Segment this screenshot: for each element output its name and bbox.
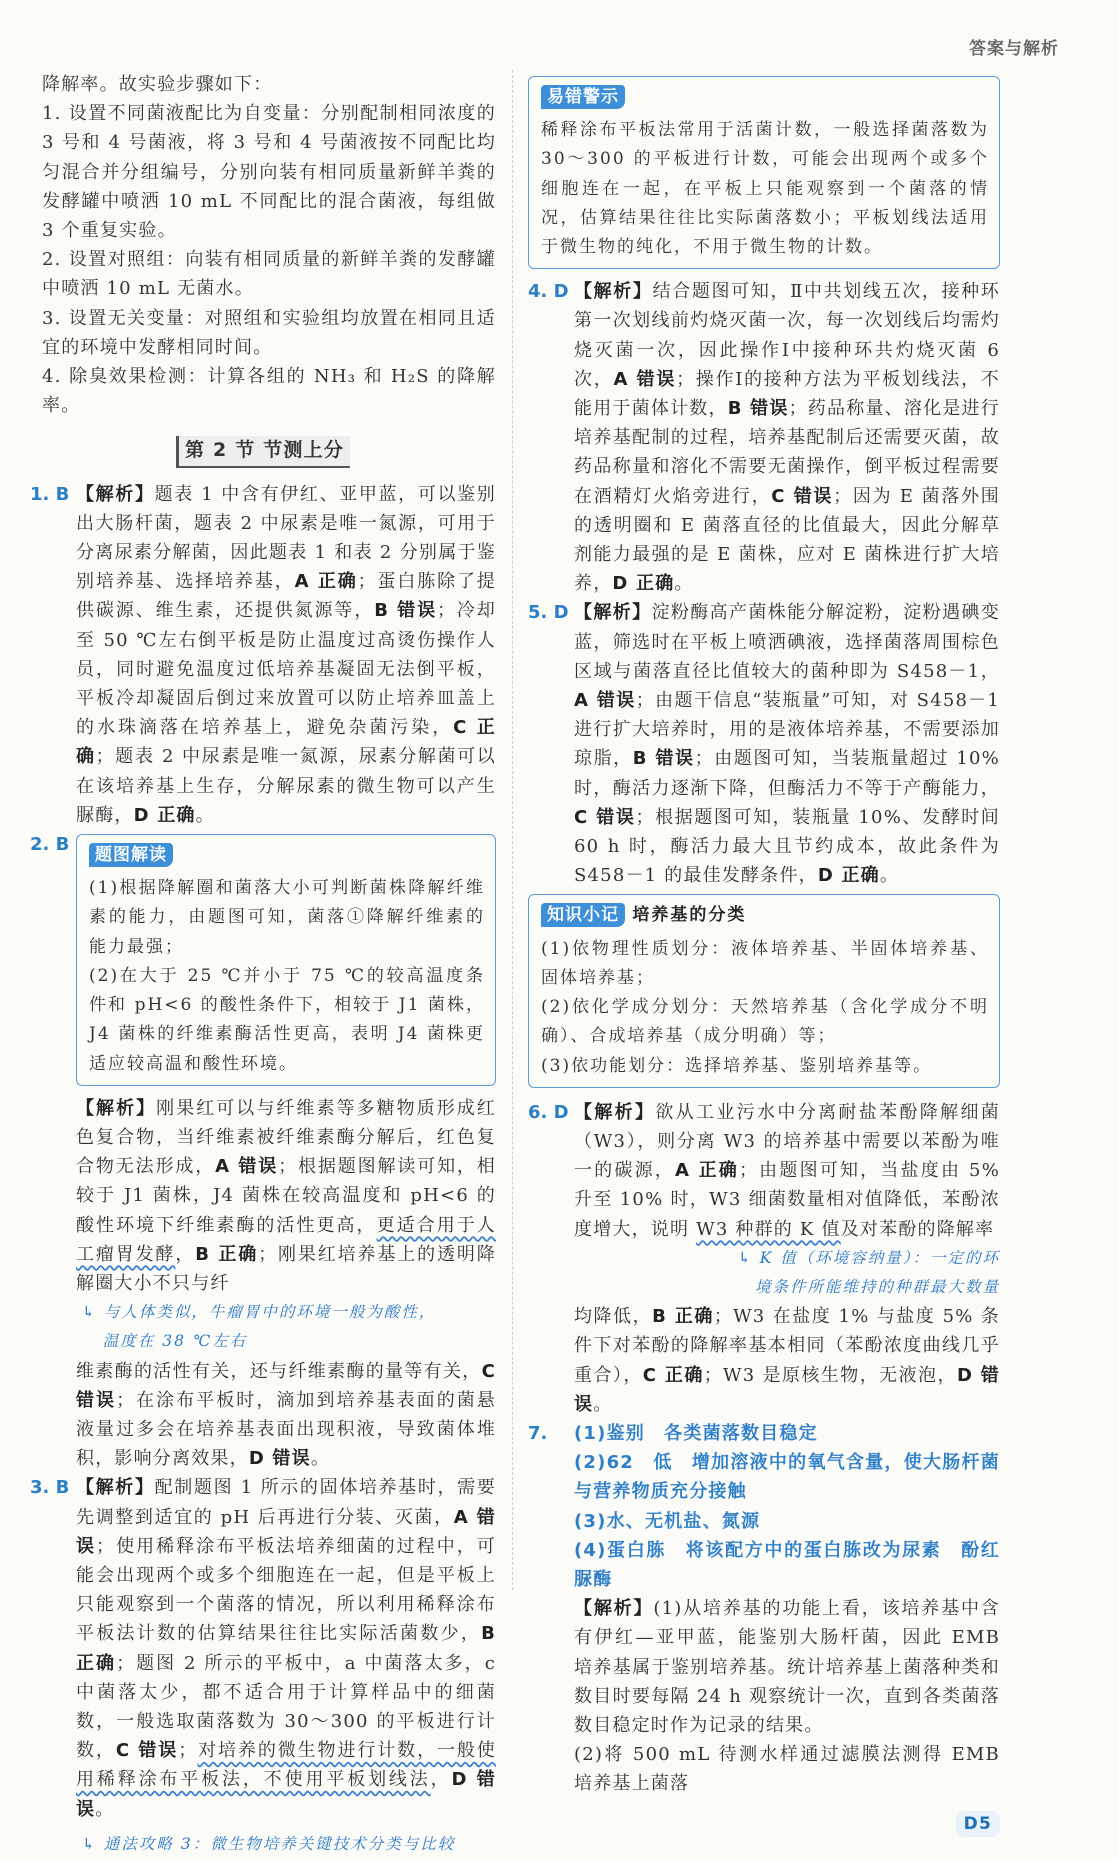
question-4 bbox=[528, 277, 1000, 598]
text-run: 。 bbox=[674, 573, 694, 595]
answer-text bbox=[574, 1302, 1000, 1419]
text-run: 3. 设置无关变量：对照组和实验组均放置在相同且适宜的环境中发酵相同时间。 bbox=[42, 307, 496, 358]
text-run: ；由题图可知，当装瓶量超过 10% 时，酶活力逐渐下降，但酶活力不等于产酶能力， bbox=[574, 748, 1000, 799]
note-line: 温度在 38 ℃左右 bbox=[102, 1332, 248, 1351]
text-run: 均降低， bbox=[574, 1306, 653, 1328]
question-2 bbox=[30, 830, 496, 1473]
note-line: K 值（环境容纳量）：一定的环 bbox=[759, 1248, 1000, 1267]
answer-text bbox=[76, 480, 496, 830]
text-run: 2. 设置对照组：向装有相同质量的新鲜羊粪的发酵罐中喷洒 10 mL 无菌水。 bbox=[42, 249, 496, 300]
text-run: ；根据题图可知，装瓶量 10%、发酵时间 60 h 时，酶活力最大且节约成本，故此条件为 S458－1 的最佳发酵条件， bbox=[574, 806, 1000, 887]
box-tag: 易错警示 bbox=[541, 85, 625, 109]
question-5 bbox=[528, 598, 1000, 890]
note-line: 通法攻略 3：微生物培养关键技术分类与比较 bbox=[103, 1834, 456, 1853]
text-run: 淀粉酶高产菌株能分解淀粉，淀粉遇碘变蓝，筛选时在平板上喷洒碘液，选择菌落周围棕色区域与菌落直径比值较大的菌种即为 S458－1， bbox=[574, 602, 1000, 682]
box-line: (1)依物理性质划分：液体培养基、半固体培养基、固体培养基； bbox=[541, 938, 989, 988]
step-paragraph bbox=[42, 70, 496, 99]
text-run: 。 bbox=[195, 804, 215, 826]
verdict-text: D 正确 bbox=[817, 865, 880, 887]
verdict-text: 【解析】 bbox=[574, 1598, 654, 1620]
note-line: 境条件所能维持的种群最大数量 bbox=[754, 1277, 1000, 1296]
box-tag: 题图解读 bbox=[89, 843, 173, 867]
verdict-text: A 正确 bbox=[294, 571, 358, 593]
underlined-text: 更适合用于人工瘤胃发酵 bbox=[76, 1214, 497, 1265]
column-divider bbox=[512, 70, 513, 1590]
underlined-text: W3 种群的 K 值 bbox=[696, 1218, 841, 1240]
experiment-steps bbox=[42, 70, 496, 420]
text-run: 维素酶的活性有关，还与纤维素酶的量等有关， bbox=[76, 1360, 482, 1382]
verdict-text: 【解析】 bbox=[76, 483, 155, 505]
step-paragraph bbox=[42, 304, 496, 362]
text-run: 。 bbox=[310, 1448, 331, 1470]
note-line: 与人体类似，牛瘤胃中的环境一般为酸性， bbox=[103, 1303, 437, 1322]
text-run: ；由题图可知，当盐度由 5% 升至 10% 时，W3 细菌数量相对值降低，苯酚浓度增大，说明 bbox=[574, 1160, 1001, 1240]
verdict-text: 【解析】 bbox=[574, 281, 653, 303]
verdict-text: A 错误 bbox=[574, 690, 636, 712]
verdict-text: A 错误 bbox=[215, 1156, 279, 1178]
answer-line: (3)水、无机盐、氮源 bbox=[574, 1510, 761, 1532]
text-run: ； bbox=[178, 1740, 198, 1762]
answer-text: (2)将 500 mL 待测水样通过滤膜法测得 EMB 培养基上菌落 bbox=[574, 1744, 1000, 1795]
box-title: 培养基的分类 bbox=[632, 905, 747, 926]
text-run: ；W3 是原核生物，无液泡， bbox=[703, 1364, 957, 1386]
verdict-text: C 正确 bbox=[76, 717, 497, 768]
warning-box bbox=[528, 76, 1000, 269]
text-run: 配制题图 1 所示的固体培养基时，需要先调整到适宜的 pH 后再进行分装、灭菌， bbox=[76, 1477, 496, 1528]
text-run: ；操作Ⅰ的接种方法为平板划线法，不能用于菌体计数， bbox=[574, 368, 1001, 420]
text-run: ；根据题图解读可知，相较于 J1 菌株，J4 菌株在较高温度和 pH<6 的酸性环境下纤维素酶的活性更高， bbox=[76, 1156, 497, 1236]
box-line: (2)依化学成分划分：天然培养基（含化学成分不明确）、合成培养基（成分明确）等； bbox=[541, 997, 989, 1047]
question-6 bbox=[528, 1098, 1000, 1419]
section-title: 第 2 节 节测上分 bbox=[176, 436, 350, 467]
left-column bbox=[30, 70, 496, 1859]
text-run: 题表 1 中含有伊红、亚甲蓝，可以鉴别出大肠杆菌，题表 2 中尿素是唯一氮源，可用于分离尿素分解菌，因此题表 1 和表 2 分别属于鉴别培养基、选择培养基， bbox=[76, 483, 496, 593]
verdict-text: C 错误 bbox=[771, 485, 834, 507]
verdict-text: B 正确 bbox=[195, 1243, 259, 1265]
answer-text bbox=[574, 1098, 1000, 1244]
answer-text bbox=[574, 598, 1000, 890]
answer-text bbox=[574, 277, 1000, 598]
verdict-text: B 错误 bbox=[632, 748, 695, 770]
verdict-text: D 错误 bbox=[248, 1448, 311, 1470]
box-line: (2)在大于 25 ℃并小于 75 ℃的较高温度条件和 pH<6 的酸性条件下，相较于 J1 菌株，J4 菌株的纤维素酶活性更高，表明 J4 菌株更适应较高温和酸性环境。 bbox=[89, 965, 485, 1074]
verdict-text: 【解析】 bbox=[574, 602, 652, 624]
figure-interpretation-box bbox=[76, 834, 496, 1086]
text-run: ， bbox=[175, 1243, 196, 1265]
verdict-text: D 正确 bbox=[612, 573, 675, 595]
question-number: 7. bbox=[528, 1422, 548, 1444]
text-run: 刚果红可以与纤维素等多糖物质形成红色复合物，当纤维素被纤维素酶分解后，红色复合物无法形成， bbox=[76, 1097, 496, 1178]
text-run: 。 bbox=[95, 1798, 115, 1820]
question-number: 1. B bbox=[30, 483, 70, 505]
answer-text bbox=[76, 1357, 496, 1474]
verdict-text: C 错误 bbox=[115, 1740, 179, 1762]
answer-line: (1)鉴别 各类菌落数目稳定 bbox=[574, 1422, 818, 1444]
text-run: ；使用稀释涂布平板法培养细菌的过程中，可能会出现两个或多个细胞连在一起，但是平板上只能观察到一个菌落的情况，所以利用稀释涂布平板法计数的估算结果往往比实际活菌数少， bbox=[76, 1535, 497, 1645]
question-7 bbox=[528, 1419, 1020, 1799]
verdict-text: A 错误 bbox=[76, 1506, 496, 1557]
answer-line: (4)蛋白胨 将该配方中的蛋白胨改为尿素 酚红 脲酶 bbox=[574, 1539, 1020, 1590]
verdict-text: A 正确 bbox=[674, 1160, 739, 1182]
question-3 bbox=[30, 1473, 496, 1859]
verdict-text: B 正确 bbox=[76, 1623, 496, 1674]
question-number: 6. D bbox=[528, 1101, 569, 1123]
method-note: ↳ 通法攻略 3：微生物培养关键技术分类与比较 bbox=[82, 1834, 456, 1853]
margin-note: ↳ K 值（环境容纳量）：一定的环 境条件所能维持的种群最大数量 bbox=[737, 1248, 1000, 1296]
verdict-text: C 正确 bbox=[642, 1364, 704, 1386]
text-run: 1. 设置不同菌液配比为自变量：分别配制相同浓度的 3 号和 4 号菌液，将 3 号和 4 号菌液按不同配比均匀混合并分组编号，分别向装有相同质量新鲜羊粪的发酵罐中喷洒 10 mL 不同配比的混合菌液，每组做 3 个重复实验。 bbox=[42, 103, 496, 242]
text-run: ；在涂布平板时，滴加到培养基表面的菌悬液量过多会在培养基表面出现积液，导致菌体堆积，影响分离效果， bbox=[76, 1389, 496, 1470]
warning-text: 稀释涂布平板法常用于活菌计数，一般选择菌落数为 30～300 的平板进行计数，可能会出现两个或多个细胞连在一起，在平板上只能观察到一个菌落的情况，估算结果往往比实际菌落数小；平板划线法适用于微生物的纯化，不用于微生物的计数。 bbox=[541, 120, 989, 258]
verdict-text: 【解析】 bbox=[76, 1097, 157, 1119]
verdict-text: B 正确 bbox=[652, 1306, 714, 1328]
underlined-text: 对培养的微生物进行计数，一般使用稀释涂布平板法，不使用平板划线法 bbox=[76, 1740, 497, 1791]
text-run: ；刚果红培养基上的透明降解圈大小不只与纤 bbox=[76, 1243, 497, 1294]
right-column bbox=[528, 70, 1020, 1838]
step-paragraph bbox=[42, 99, 496, 245]
knowledge-box bbox=[528, 894, 1000, 1087]
page-number: D5 bbox=[956, 1811, 1000, 1837]
section-heading bbox=[30, 436, 496, 467]
verdict-text: D 错误 bbox=[574, 1364, 1001, 1415]
verdict-text: C 错误 bbox=[574, 806, 636, 828]
answer-line: (2)62 低 增加溶液中的氧气含量，使大肠杆菌与营养物质充分接触 bbox=[574, 1452, 1000, 1503]
text-run: ；W3 在盐度 1% 与盐度 5% 条件下对苯酚的降解率基本相同（苯酚浓度曲线几乎重合）， bbox=[574, 1306, 1000, 1386]
verdict-text: B 错误 bbox=[727, 398, 789, 420]
box-line: (1)根据降解圈和菌落大小可判断菌株降解纤维素的能力，由题图可知，菌落①降解纤维素的能力最强； bbox=[89, 878, 485, 957]
text-run: (1)从培养基的功能上看，该培养基中含有伊红—亚甲蓝，能鉴别大肠杆菌，因此 EMB 培养基属于鉴别培养基。统计培养基上菌落种类和数目时要每隔 24 h 观察统计一次，直到各类菌落数目稳定时作为记录的结果。 bbox=[574, 1598, 1000, 1736]
text-run: 。 bbox=[593, 1393, 613, 1415]
text-run: ；药品称量、溶化是进行培养基配制的过程，培养基配制后还需要灭菌，故药品称量和溶化不需要无菌操作，倒平板过程需要在酒精灯火焰旁进行， bbox=[574, 398, 1000, 507]
verdict-text: D 错误 bbox=[76, 1769, 497, 1820]
answer-text bbox=[76, 1094, 496, 1298]
page-header: 答案与解析 bbox=[969, 39, 1059, 59]
margin-note: ↳ 与人体类似，牛瘤胃中的环境一般为酸性， 温度在 38 ℃左右 bbox=[82, 1303, 437, 1351]
answer-text bbox=[574, 1594, 1000, 1740]
verdict-text: 【解析】 bbox=[76, 1477, 155, 1499]
box-tag: 知识小记 bbox=[541, 903, 625, 927]
text-run: ；冷却至 50 ℃左右倒平板是防止温度过高烫伤操作人员，同时避免温度过低培养基凝固无法倒平板，平板冷却凝固后倒过来放置可以防止培养皿盖上的水珠滴落在培养基上，避免杂菌污染， bbox=[76, 600, 496, 739]
step-paragraph bbox=[42, 245, 496, 303]
text-run: ；题表 2 中尿素是唯一氮源，尿素分解菌可以在该培养基上生存，分解尿素的微生物可以产生脲酶， bbox=[76, 746, 496, 826]
step-paragraph bbox=[42, 362, 496, 420]
verdict-text: D 正确 bbox=[133, 804, 196, 826]
verdict-text: 【解析】 bbox=[574, 1101, 656, 1123]
text-run: 4. 除臭效果检测：计算各组的 NH₃ 和 H₂S 的降解率。 bbox=[42, 366, 496, 417]
box-line: (3)依功能划分：选择培养基、鉴别培养基等。 bbox=[541, 1055, 933, 1076]
text-run: 。 bbox=[879, 865, 900, 887]
verdict-text: B 错误 bbox=[374, 600, 438, 622]
text-run: 结合题图可知，Ⅱ中共划线五次，接种环第一次划线前灼烧灭菌一次，每一次划线后均需灼烧灭菌一次，因此操作Ⅰ中接种环共灼烧灭菌 6 次， bbox=[574, 281, 1000, 390]
question-number: 4. D bbox=[528, 281, 569, 303]
text-run: ；题图 2 所示的平板中，a 中菌落太多，c 中菌落太少，都不适合用于计算样品中的细菌数，一般选取菌落数为 30～300 的平板进行计数， bbox=[76, 1652, 496, 1762]
text-run: 欲从工业污水中分离耐盐苯酚降解细菌（W3），则分离 W3 的培养基中需要以苯酚为唯一的碳源， bbox=[574, 1101, 1000, 1182]
text-run: ， bbox=[430, 1769, 452, 1791]
text-run: ；由题干信息“装瓶量”可知，对 S458－1 进行扩大培养时，用的是液体培养基，不需要添加琼脂， bbox=[574, 690, 1000, 770]
verdict-text: C 错误 bbox=[76, 1360, 496, 1411]
text-run: 降解率。故实验步骤如下： bbox=[42, 74, 273, 95]
question-number: 3. B bbox=[30, 1477, 70, 1499]
page-number-row bbox=[528, 1809, 1000, 1838]
answer-text bbox=[76, 1473, 496, 1823]
question-number: 2. B bbox=[30, 834, 70, 856]
question-number: 5. D bbox=[528, 602, 569, 624]
verdict-text: A 错误 bbox=[613, 368, 677, 390]
text-run: ；蛋白胨除了提供碳源、维生素，还提供氮源等， bbox=[76, 571, 497, 622]
text-run: ；因为 E 菌落外围的透明圈和 E 菌落直径的比值最大，因此分解草剂能力最强的是 E 菌株，应对 E 菌株进行扩大培养， bbox=[574, 485, 1000, 595]
question-1 bbox=[30, 480, 496, 830]
text-run: 及对苯酚的降解率 bbox=[840, 1218, 995, 1240]
